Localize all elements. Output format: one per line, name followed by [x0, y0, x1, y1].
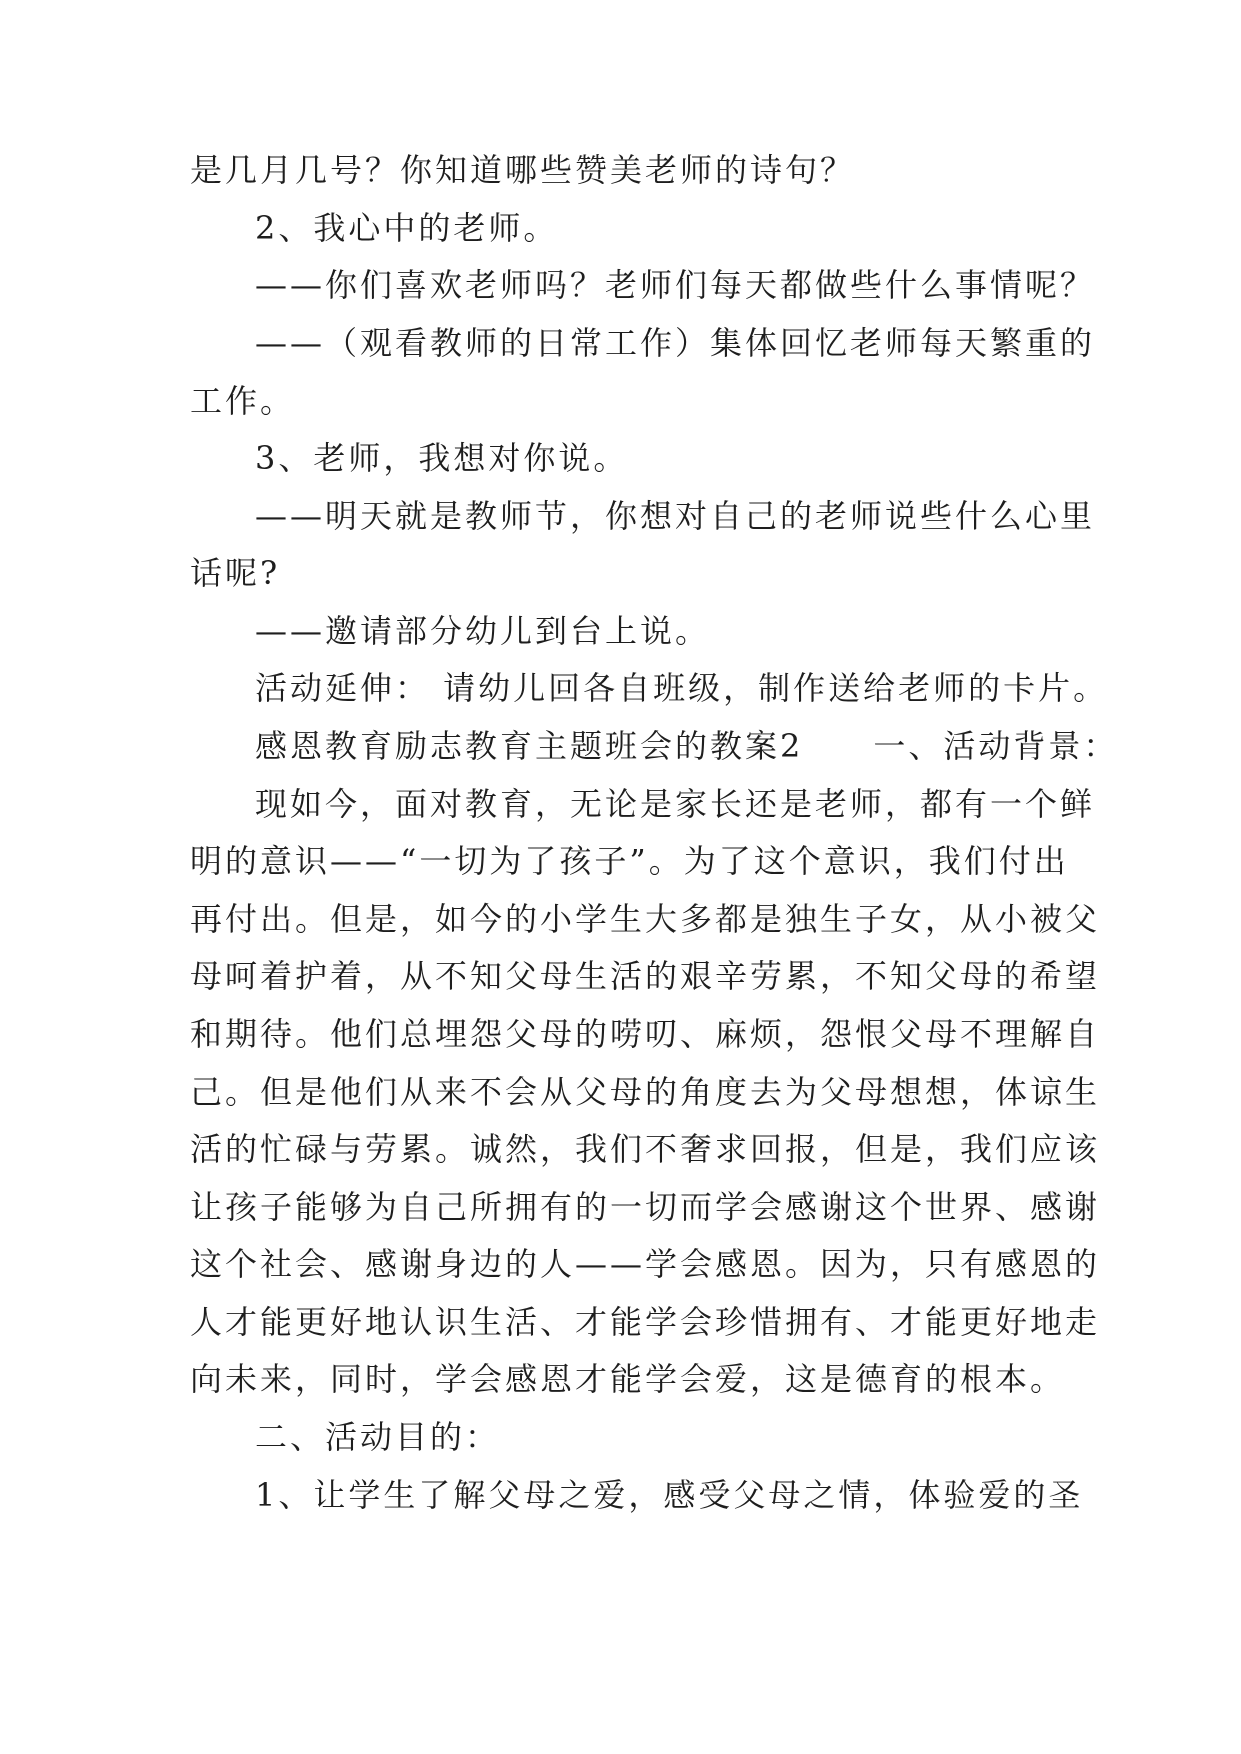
- text-line: 向未来，同时，学会感恩才能学会爱，这是德育的根本。: [190, 1360, 1066, 1398]
- text-line: 让孩子能够为自己所拥有的一切而学会感谢这个世界、感谢: [190, 1188, 1101, 1226]
- text-line: 是几月几号？你知道哪些赞美老师的诗句？: [190, 151, 856, 189]
- text-line: ——邀请部分幼儿到台上说。: [255, 612, 711, 650]
- text-line: ——（观看教师的日常工作）集体回忆老师每天繁重的: [255, 324, 1096, 362]
- text-line: 再付出。但是，如今的小学生大多都是独生子女，从小被父: [190, 900, 1101, 938]
- text-line: 母呵着护着，从不知父母生活的艰辛劳累，不知父母的希望: [190, 957, 1101, 995]
- text-line: 话呢?: [190, 554, 281, 592]
- text-line: 己。但是他们从来不会从父母的角度去为父母想想，体谅生: [190, 1073, 1101, 1111]
- text-line: 2、我心中的老师。: [255, 209, 559, 247]
- text-line: 明的意识——“一切为了孩子”。为了这个意识，我们付出: [190, 842, 1069, 880]
- text-line: 活动延伸： 请幼儿回各自班级，制作送给老师的卡片。: [255, 669, 1109, 707]
- text-line: 3、老师，我想对你说。: [255, 439, 629, 477]
- text-line: 工作。: [190, 382, 296, 420]
- text-line: ——明天就是教师节，你想对自己的老师说些什么心里: [255, 497, 1096, 535]
- text-line: 现如今，面对教育，无论是家长还是老师，都有一个鲜: [255, 785, 1096, 823]
- text-line: 感恩教育励志教育主题班会的教案2 一、活动背景：: [255, 727, 1119, 765]
- text-line: 1、让学生了解父母之爱，感受父母之情，体验爱的圣: [255, 1476, 1084, 1514]
- text-line: 人才能更好地认识生活、才能学会珍惜拥有、才能更好地走: [190, 1303, 1101, 1341]
- text-line: 和期待。他们总埋怨父母的唠叨、麻烦，怨恨父母不理解自: [190, 1015, 1101, 1053]
- text-line: ——你们喜欢老师吗？老师们每天都做些什么事情呢？: [255, 266, 1096, 304]
- text-line: 这个社会、感谢身边的人——学会感恩。因为，只有感恩的: [190, 1245, 1101, 1283]
- text-line: 活的忙碌与劳累。诚然，我们不奢求回报，但是，我们应该: [190, 1130, 1101, 1168]
- text-line: 二、活动目的：: [255, 1418, 501, 1456]
